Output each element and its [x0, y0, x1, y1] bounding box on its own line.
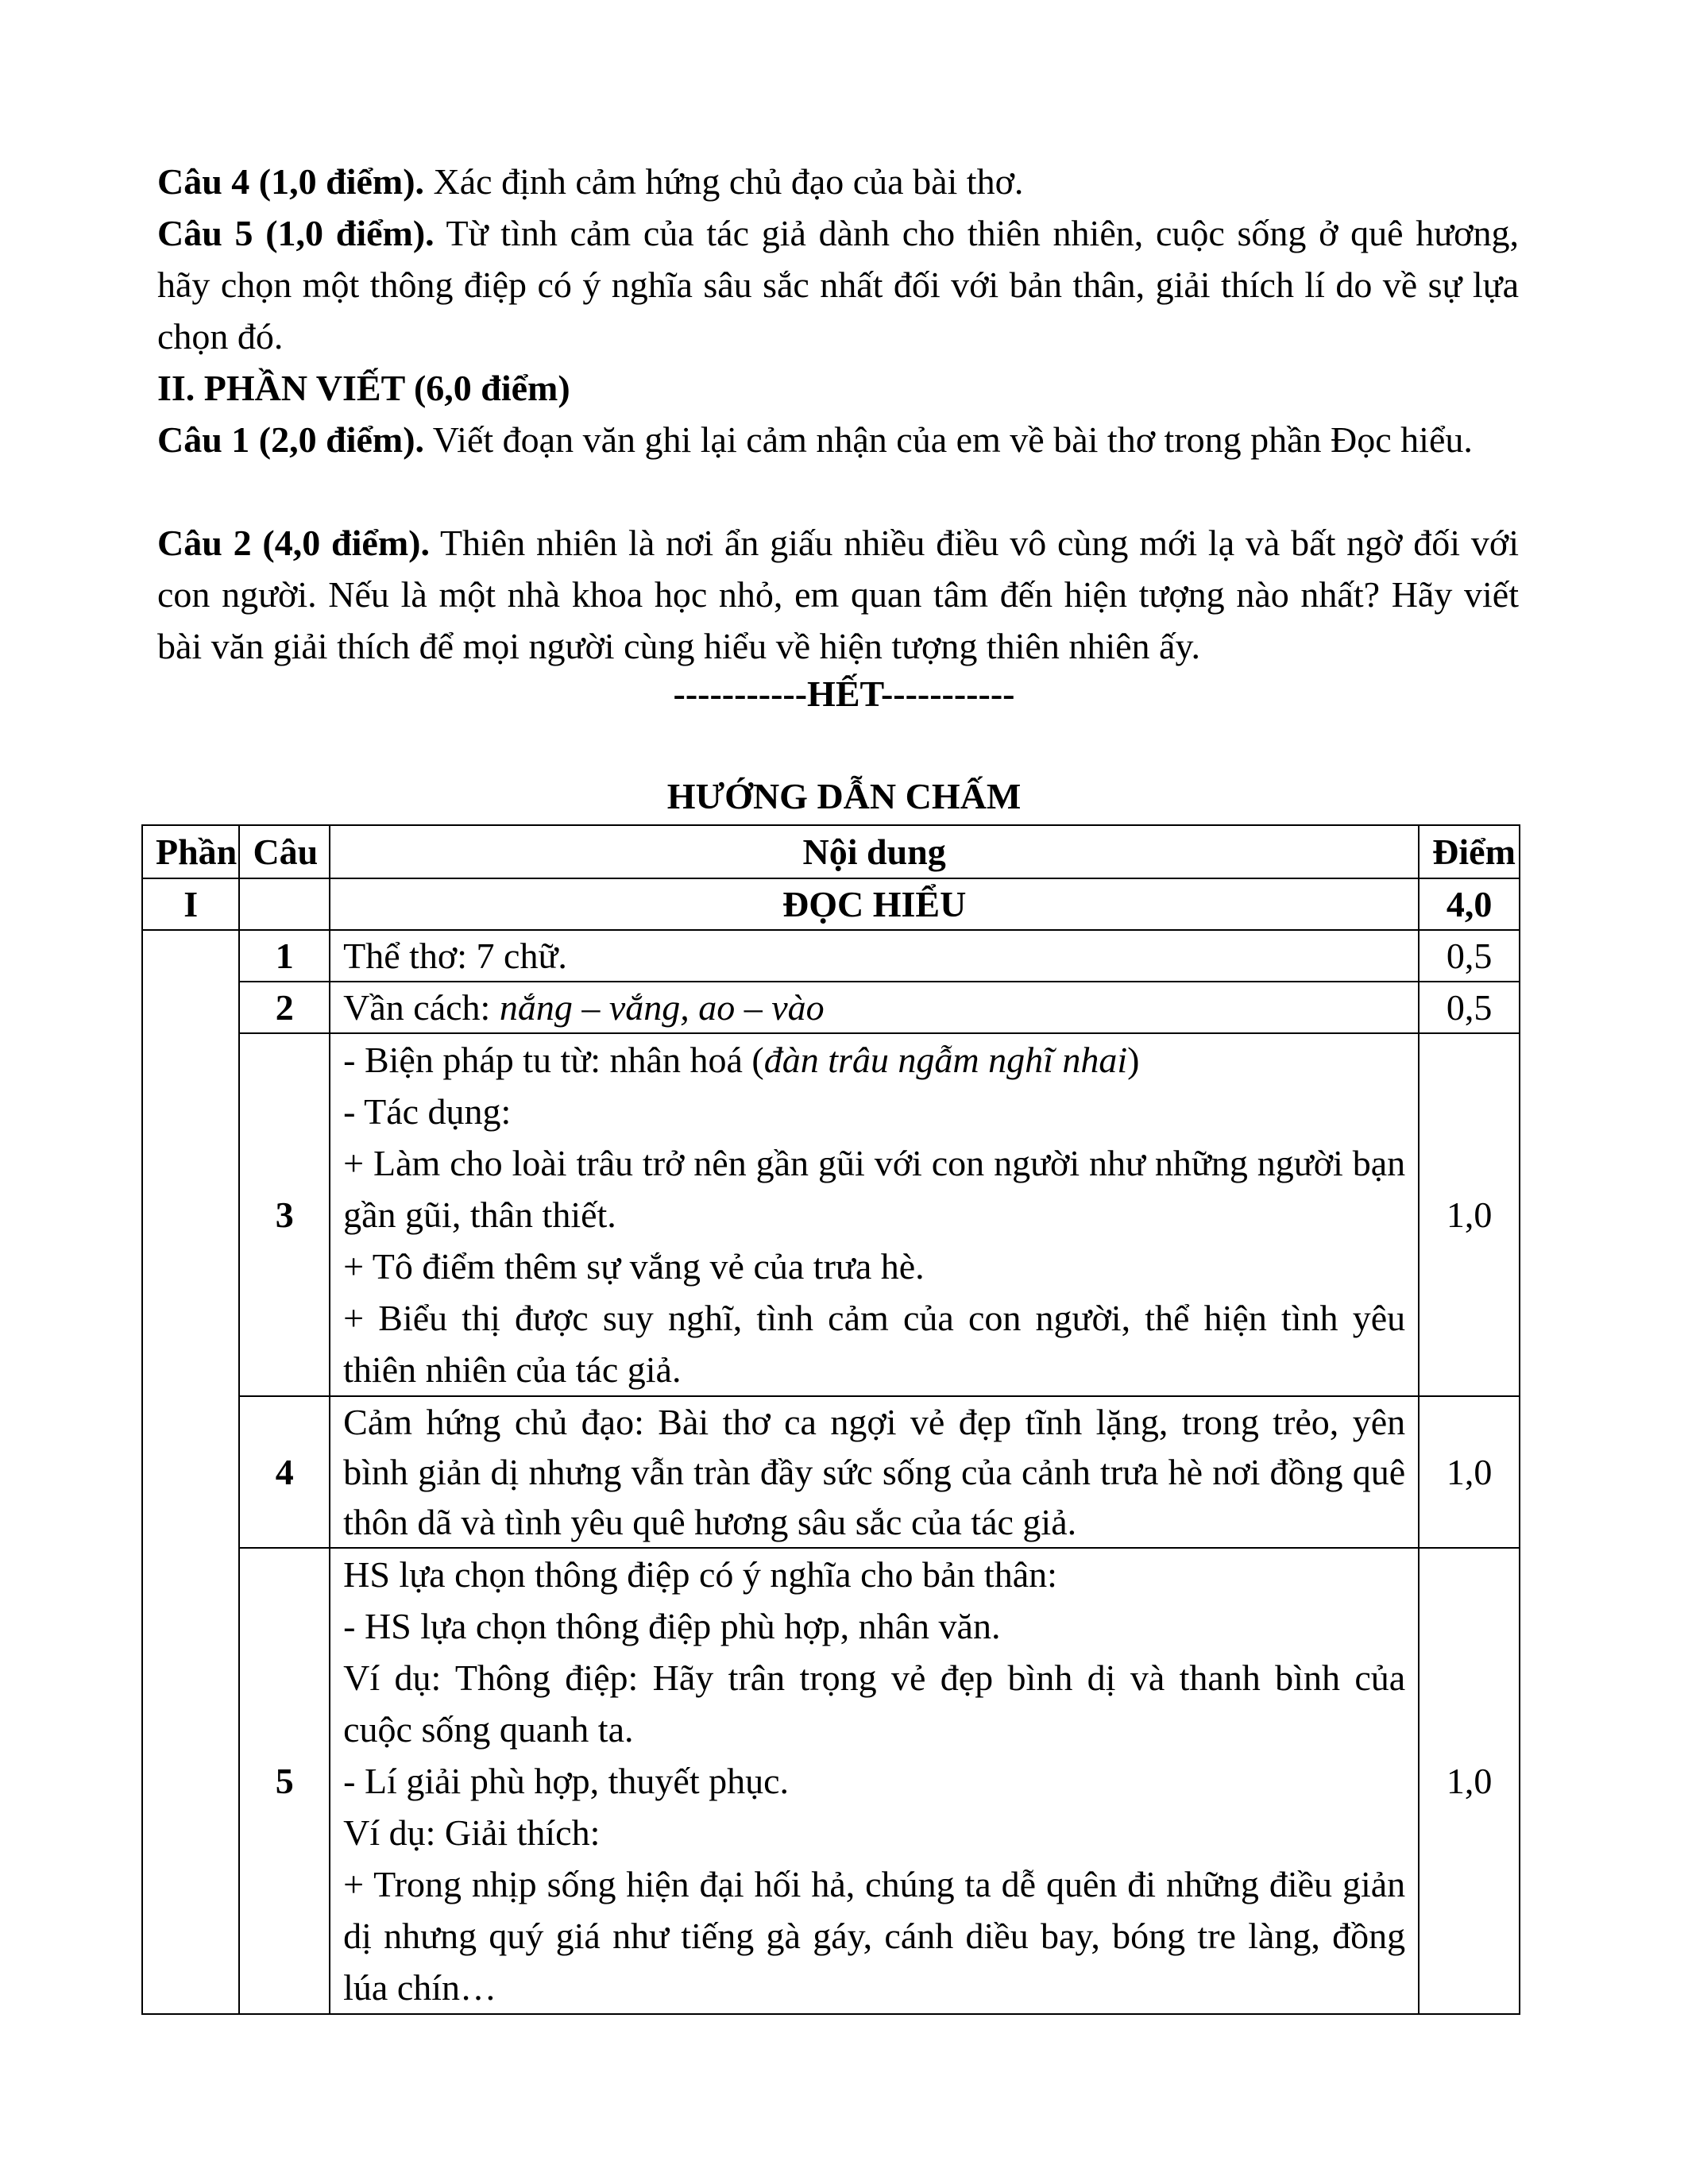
content-line [343, 1652, 1405, 1755]
content-cell [330, 930, 1419, 982]
cau-number: 3 [239, 1033, 330, 1396]
diem-value: 1,0 [1419, 1548, 1520, 2014]
section-title: ĐỌC HIỂU [330, 878, 1419, 930]
content-line [343, 1600, 1405, 1652]
content-text: - Lí giải phù hợp, thuyết phục. [343, 1761, 790, 1801]
header-phan: Phần [142, 825, 239, 878]
content-line [343, 1086, 1405, 1137]
header-noidung: Nội dung [330, 825, 1419, 878]
question-4 [157, 156, 1519, 207]
question-label: Câu 1 (2,0 điểm). [157, 419, 425, 460]
grading-table [141, 824, 1520, 2015]
content-text: + Làm cho loài trâu trở nên gần gũi với con người như những người bạn gần gũi, thân thiết. [343, 1143, 1406, 1235]
content-italic: nắng – vắng, ao – vào [499, 987, 825, 1028]
content-text: ) [1127, 1040, 1140, 1080]
content-text: Thể thơ: 7 chữ. [343, 936, 567, 976]
content-text: HS lựa chọn thông điệp có ý nghĩa cho bản thân: [343, 1554, 1057, 1595]
table-body [142, 930, 1520, 2014]
content-line [343, 982, 1405, 1032]
section-phan: I [142, 878, 239, 930]
table-header-row [142, 825, 1520, 878]
cau-number: 1 [239, 930, 330, 982]
header-cau: Câu [239, 825, 330, 878]
question-text: Xác định cảm hứng chủ đạo của bài thơ. [424, 161, 1024, 202]
writing-question-1 [157, 414, 1519, 465]
table-row [142, 1548, 1520, 2014]
content-text: - Tác dụng: [343, 1091, 512, 1132]
question-5 [157, 207, 1519, 362]
diem-value: 0,5 [1419, 982, 1520, 1033]
section-diem: 4,0 [1419, 878, 1520, 930]
writing-question-2 [157, 517, 1519, 672]
guide-title: HƯỚNG DẪN CHẤM [666, 776, 1022, 816]
end-marker: -----------HẾT----------- [673, 673, 1015, 714]
cau-number: 5 [239, 1548, 330, 2014]
content-line [343, 1549, 1405, 1600]
content-cell [330, 1548, 1419, 2014]
content-text: - HS lựa chọn thông điệp phù hợp, nhân văn. [343, 1606, 1001, 1646]
content-text: Vần cách: [343, 987, 500, 1028]
section-row [142, 878, 1520, 930]
diem-value: 1,0 [1419, 1396, 1520, 1548]
question-label: Câu 5 (1,0 điểm). [157, 213, 435, 253]
content-text: - Biện pháp tu từ: nhân hoá ( [343, 1040, 764, 1080]
section-2-heading: II. PHẦN VIẾT (6,0 điểm) [157, 368, 570, 408]
content-text: + Tô điểm thêm sự vắng vẻ của trưa hè. [343, 1246, 925, 1287]
question-text: Thiên nhiên là nơi ẩn giấu nhiều điều vô cùng mới lạ và bất ngờ đối với con người. Nếu là một nhà khoa học nhỏ, em quan tâm đến hiện tượng nào nhất? Hãy viết bài văn giải thích để mọi người cùng hiểu về hiện tượng thiên nhiên ấy. [157, 523, 1519, 666]
table-row [142, 930, 1520, 982]
content-text: Cảm hứng chủ đạo: Bài thơ ca ngợi vẻ đẹp tĩnh lặng, trong trẻo, yên bình giản dị nhưng vẫn tràn đầy sức sống của cảnh trưa hè nơi đồng quê thôn dã và tình yêu quê hương sâu sắc của tác giả. [343, 1402, 1406, 1542]
content-cell [330, 1396, 1419, 1548]
content-text: + Trong nhịp sống hiện đại hối hả, chúng ta dễ quên đi những điều giản dị nhưng quý giá như tiếng gà gáy, cánh diều bay, bóng tre làng, đồng lúa chín… [343, 1864, 1406, 2008]
content-line [343, 1241, 1405, 1292]
table-row [142, 1396, 1520, 1548]
table-row [142, 1033, 1520, 1396]
content-line [343, 1292, 1405, 1395]
content-cell [330, 1033, 1419, 1396]
content-line [343, 1137, 1405, 1241]
question-text: Từ tình cảm của tác giả dành cho thiên nhiên, cuộc sống ở quê hương, hãy chọn một thông điệp có ý nghĩa sâu sắc nhất đối với bản thân, giải thích lí do về sự lựa chọn đó. [157, 213, 1519, 357]
cau-number: 2 [239, 982, 330, 1033]
diem-value: 1,0 [1419, 1033, 1520, 1396]
content-text: Ví dụ: Giải thích: [343, 1812, 601, 1853]
content-text: + Biểu thị được suy nghĩ, tình cảm của con người, thể hiện tình yêu thiên nhiên của tác giả. [343, 1298, 1406, 1390]
section-cau-empty [239, 878, 330, 930]
header-diem: Điểm [1419, 825, 1520, 878]
content-line [343, 931, 1405, 981]
cau-number: 4 [239, 1396, 330, 1548]
content-text: Ví dụ: Thông điệp: Hãy trân trọng vẻ đẹp bình dị và thanh bình của cuộc sống quanh ta. [343, 1657, 1406, 1750]
content-line [343, 1397, 1405, 1547]
question-text: Viết đoạn văn ghi lại cảm nhận của em về bài thơ trong phần Đọc hiểu. [424, 419, 1473, 460]
table-row [142, 982, 1520, 1033]
content-line [343, 1034, 1405, 1086]
question-label: Câu 4 (1,0 điểm). [157, 161, 425, 202]
phan-cell-merged [142, 930, 239, 2014]
content-line [343, 1858, 1405, 2013]
content-cell [330, 982, 1419, 1033]
content-italic: đàn trâu ngẫm nghĩ nhai [763, 1040, 1128, 1080]
content-line [343, 1755, 1405, 1807]
content-line [343, 1807, 1405, 1858]
diem-value: 0,5 [1419, 930, 1520, 982]
question-label: Câu 2 (4,0 điểm). [157, 523, 430, 563]
